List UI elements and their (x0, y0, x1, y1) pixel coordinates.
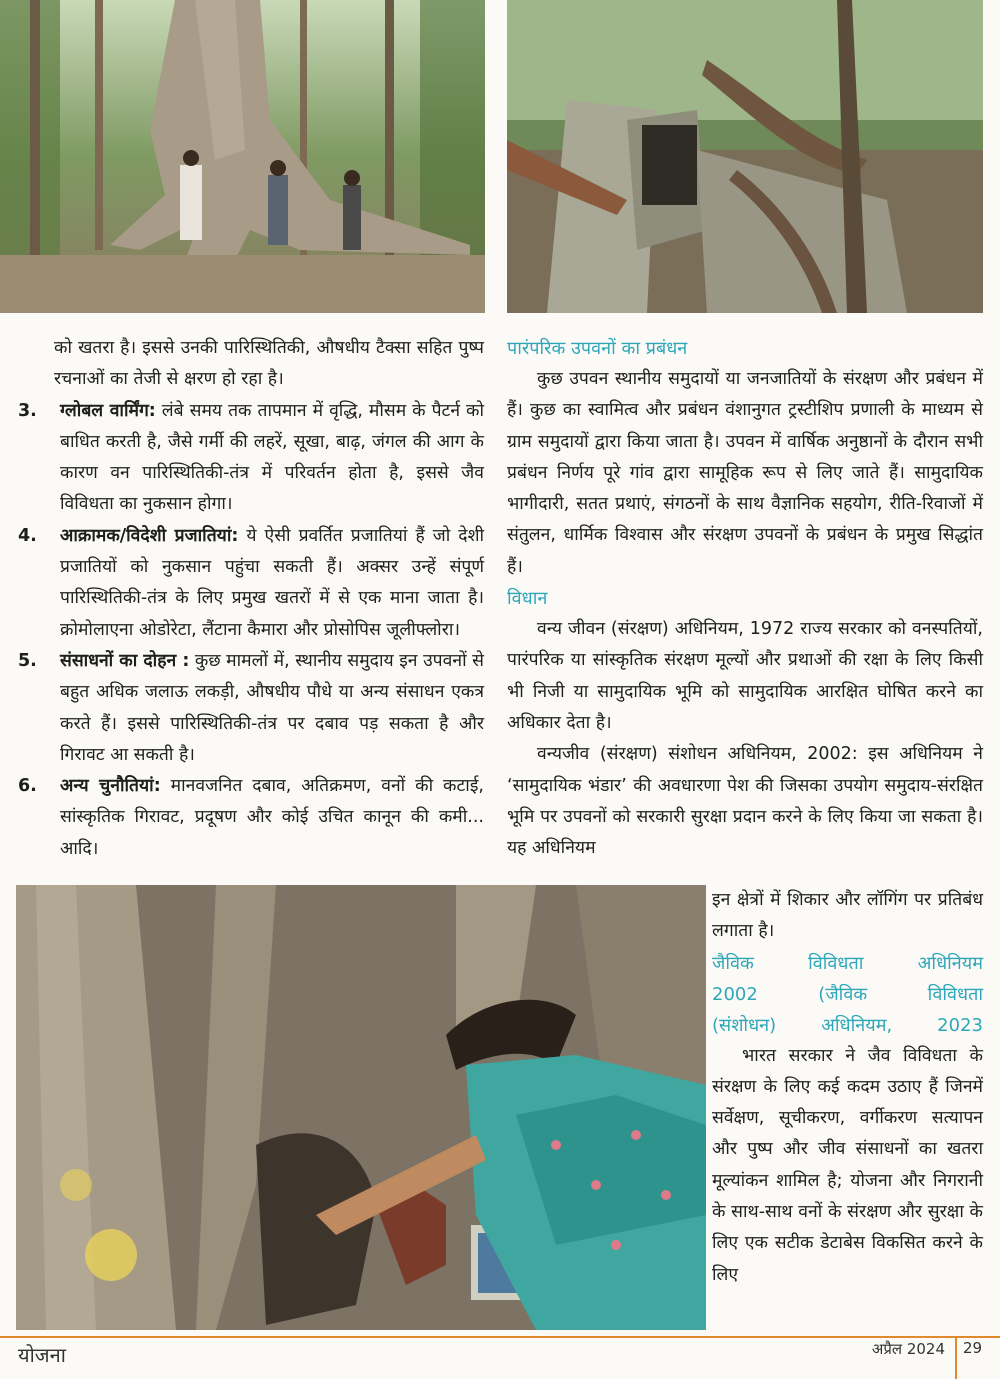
heading-grove-management: पारंपरिक उपवनों का प्रबंधन (507, 338, 688, 359)
photo-woman-tree-worship (16, 885, 706, 1330)
paragraph-biodiversity: भारत सरकार ने जैव विविधता के संरक्षण के लिए कई कदम उठाए हैं जिनमें सर्वेक्षण, सूचीकरण, वर्गीकरण सत्यापन और पुष्प और जीव संसाधनों का खतरा मूल्यांकन शामिल है; योजना और निगरानी के साथ-साथ वनों के संरक्षण और सुरक्षा के लिए एक सटीक डेटाबेस विकसित करने के लिए (712, 1045, 983, 1285)
paragraph-wildlife-amendment-2002: वन्यजीव (संरक्षण) संशोधन अधिनियम, 2002: इस अधिनियम ने ‘सामुदायिक भंडार’ की अवधारणा पेश की जिसका उपयोग समुदाय-संरक्षित भूमि पर उपवनों को सरकारी सुरक्षा प्रदान करने के लिए किया जा सकता है। यह अधिनियम (507, 744, 983, 859)
footer-separator (955, 1336, 957, 1379)
list-item-global-warming (18, 396, 484, 521)
heading-biodiversity-act-line3: (संशोधन) अधिनियम, 2023 (712, 1014, 983, 1036)
right-column-lower (712, 885, 983, 1291)
paragraph-management: कुछ उपवन स्थानीय समुदायों या जनजातियों के संरक्षण और प्रबंधन में हैं। कुछ का स्वामित्व और प्रबंधन वंशानुगत ट्रस्टीशिप प्रणाली के माध्यम से ग्राम समुदायों द्वारा किया जाता है। उपवन में वार्षिक अनुष्ठानों के दौरान सभी प्रबंधन निर्णय पूरे गांव द्वारा सामूहिक रूप से लिए जाते हैं। सामुदायिक भागीदारी, सतत प्रथाएं, संगठनों के साथ वैज्ञानिक सहयोग, रीति-रिवाजों में संतुलन, धार्मिक विश्वास और संरक्षण उपवनों के प्रबंधन के प्रमुख सिद्धांत हैं। (507, 369, 983, 577)
list-text: ये ऐसी प्रवर्तित प्रजातियां हैं जो देशी प्रजातियों को नुकसान पहुंचा सकती हैं। अक्सर उन्हें संपूर्ण पारिस्थितिकी-तंत्र के लिए प्रमुख खतरों में से एक माना जाता है। क्रोमोलाएना ओडोरेटा, लैंटाना कैमारा और प्रोसोपिस जूलीफ्लोरा। (60, 525, 485, 640)
left-column (18, 333, 484, 865)
list-number: 3. (18, 400, 37, 421)
paragraph-ban-hunting-logging: इन क्षेत्रों में शिकार और लॉगिंग पर प्रतिबंध लगाता है। (712, 890, 983, 942)
heading-legislation: विधान (507, 588, 548, 610)
list-item-other-challenges (18, 771, 484, 865)
list-title: ग्लोबल वार्मिंग: (60, 400, 156, 421)
photo-giant-tree-people (0, 0, 485, 313)
heading-biodiversity-act-line1: जैविक विविधता अधिनियम (712, 952, 983, 974)
list-text: कुछ मामलों में, स्थानीय समुदाय इन उपवनों से बहुत अधिक जलाऊ लकड़ी, औषधीय पौधे या अन्य संसाधन एकत्र करते हैं। इससे पारिस्थितिकी-तंत्र पर दबाव पड़ सकता है और गिरावट आ सकती है। (60, 650, 485, 765)
list-number: 4. (18, 525, 37, 546)
footer-page-number: 29 (963, 1339, 983, 1357)
intro-paragraph: को खतरा है। इससे उनकी पारिस्थितिकी, औषधीय टैक्सा सहित पुष्प रचनाओं का तेजी से क्षरण हो रहा है। (54, 338, 484, 390)
list-title: संसाधनों का दोहन : (60, 650, 190, 671)
footer-divider (0, 1336, 1000, 1338)
list-text: मानवजनित दबाव, अतिक्रमण, वनों की कटाई, सांस्कृतिक गिरावट, प्रदूषण और कोई उचित कानून की कमी... आदि। (60, 776, 484, 859)
heading-biodiversity-act-line2: 2002 (जैविक विविधता (712, 983, 983, 1005)
right-column-upper (507, 333, 983, 864)
paragraph-wildlife-act-1972: वन्य जीवन (संरक्षण) अधिनियम, 1972 राज्य सरकार को वनस्पतियों, पारंपरिक या सांस्कृतिक संरक्षण मूल्यों और प्रथाओं की रक्षा के लिए किसी भी निजी या सामुदायिक भूमि को सामुदायिक आरक्षित घोषित करने का अधिकार देता है। (507, 619, 983, 733)
list-title: आक्रामक/विदेशी प्रजातियां: (60, 525, 239, 546)
list-item-resource-exploitation (18, 646, 484, 771)
footer-magazine-name: योजना (18, 1343, 66, 1367)
list-number: 6. (18, 776, 37, 797)
list-item-invasive-species (18, 521, 484, 646)
photo-ruins-tree-roots (507, 0, 983, 313)
list-number: 5. (18, 650, 37, 671)
list-text: लंबे समय तक तापमान में वृद्धि, मौसम के पैटर्न को बाधित करती है, जैसे गर्मी की लहरें, सूखा, बाढ़, जंगल की आग के कारण वन पारिस्थितिकी-तंत्र में परिवर्तन होता है, इससे जैव विविधता का नुकसान होगा। (60, 400, 484, 515)
footer-issue-date: अप्रैल 2024 (871, 1340, 945, 1358)
list-title: अन्य चुनौतियां: (60, 776, 161, 797)
